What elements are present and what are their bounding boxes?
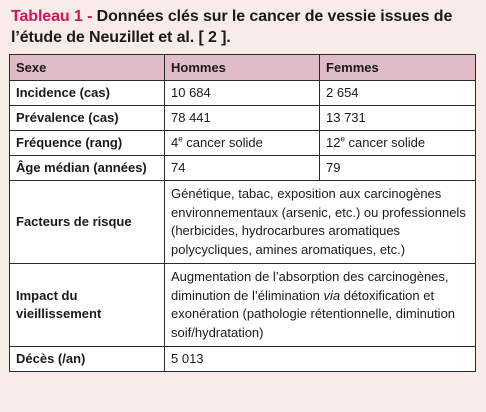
- cell-facteurs: Génétique, tabac, exposition aux carcinogènes environnementaux (arsenic, etc.) ou professionnels (herbicides, hydrocarbures aromatiques polycycliques, amines aromatiques, etc.): [165, 181, 476, 264]
- cell-femmes: 13 731: [320, 106, 476, 131]
- rank-suffix: e: [178, 134, 183, 144]
- row-label: Prévalence (cas): [10, 106, 165, 131]
- cell-femmes: 79: [320, 156, 476, 181]
- rank-number: 12: [326, 135, 341, 150]
- impact-text-after: détoxification et exonération (pathologie rétentionnelle, diminution soif/hydratation): [171, 287, 456, 340]
- table-row: [10, 131, 476, 156]
- rank-text: cancer solide: [344, 135, 426, 150]
- header-row: [10, 55, 476, 81]
- table-row-facteurs: [10, 181, 476, 264]
- row-label: Impact du vieillissement: [10, 264, 165, 347]
- impact-text-italic: via: [323, 287, 341, 303]
- rank-text: cancer solide: [182, 135, 263, 150]
- rank-suffix: e: [340, 134, 345, 144]
- table-row: [10, 347, 476, 372]
- row-label: Âge médian (années): [10, 156, 165, 181]
- header-hommes: Hommes: [165, 55, 320, 81]
- cell-hommes: 10 684: [165, 81, 320, 106]
- row-label: Facteurs de risque: [10, 181, 165, 264]
- cell-femmes: 2 654: [320, 81, 476, 106]
- cell-hommes: [165, 131, 320, 156]
- caption-text: Données clés sur le cancer de vessie issues de l’étude de Neuzillet et al. [ 2 ].: [11, 8, 453, 46]
- cell-hommes: 74: [165, 156, 320, 181]
- caption-label: Tableau 1 -: [11, 8, 93, 25]
- cell-femmes: [320, 131, 476, 156]
- table-row-impact: [10, 264, 476, 347]
- table-caption: [11, 6, 477, 48]
- cell-deces: 5 013: [165, 347, 476, 372]
- row-label: Décès (/an): [10, 347, 165, 372]
- header-femmes: Femmes: [320, 55, 476, 81]
- header-sexe: Sexe: [10, 55, 165, 81]
- data-table: [9, 54, 476, 372]
- row-label: Fréquence (rang): [10, 131, 165, 156]
- table-row: [10, 106, 476, 131]
- table-row: [10, 156, 476, 181]
- row-label: Incidence (cas): [10, 81, 165, 106]
- impact-text-before: Augmentation de l’absorption des carcinogènes, diminution de l’élimination: [171, 269, 449, 303]
- cell-hommes: 78 441: [165, 106, 320, 131]
- table-row: [10, 81, 476, 106]
- cell-impact: [165, 264, 476, 347]
- rank-number: 4: [171, 135, 179, 150]
